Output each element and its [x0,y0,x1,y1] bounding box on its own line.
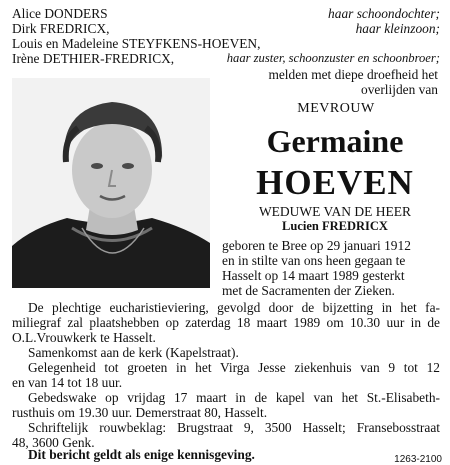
body-line: 48, 3600 Genk. [12,435,95,450]
birth-line: en in stilte van ons heen gegaan te [222,253,406,268]
portrait-photo [12,78,210,288]
relative-name: Louis en Madeleine STEYFKENS-HOEVEN, [12,36,261,51]
body-line: Gelegenheid tot groeten in het Virga Jesse ziekenhuis van 9 tot 12 [28,360,440,375]
widow-line: WEDUWE VAN DE HEER [258,204,412,219]
body-line: De plechtige eucharistieviering, gevolgd door de bijzetting in het fa- [28,300,440,315]
announce-line: overlijden van [361,82,438,97]
reference-code: 1263-2100 [394,454,442,465]
husband-name: Lucien FREDRICX [282,219,388,233]
body-line: miliegraf zal plaatshebben op zaterdag 18 maart 1989 om 10.30 uur in de [12,315,440,330]
relative-name: Alice DONDERS [12,6,108,21]
first-name: Germaine [266,123,404,159]
title-mevrouw: MEVROUW [297,101,375,116]
relative-relation: haar zuster, schoonzuster en schoonbroer; [226,51,440,65]
footer-note: Dit bericht geldt als enige kennisgeving. [28,447,255,462]
body-line: rusthuis om 19.30 uur. Demerstraat 80, Hasselt. [12,405,268,420]
relative-name: Dirk FREDRICX, [12,21,110,36]
relative-name: Irène DETHIER-FREDRICX, [12,51,175,66]
body-line: Schriftelijk rouwbeklag: Brugstraat 9, 3500 Hasselt; Fransebosstraat [28,420,440,435]
body-line: en van 14 tot 18 uur. [12,375,123,390]
body-line: O.L.Vrouwkerk te Hasselt. [12,330,156,345]
body-line: Gebedswake op vrijdag 17 maart in de kapel van het St.-Elisabeth- [28,390,440,405]
relative-relation: haar kleinzoon; [355,21,440,36]
relative-relation: haar schoondochter; [328,6,440,21]
birth-line: geboren te Bree op 29 januari 1912 [222,238,411,253]
last-name: HOEVEN [256,163,414,202]
body-line: Samenkomst aan de kerk (Kapelstraat). [28,345,239,360]
birth-line: met de Sacramenten der Zieken. [222,283,395,298]
announce-line: melden met diepe droefheid het [268,67,438,82]
birth-line: Hasselt op 14 maart 1989 gesterkt [222,268,405,283]
